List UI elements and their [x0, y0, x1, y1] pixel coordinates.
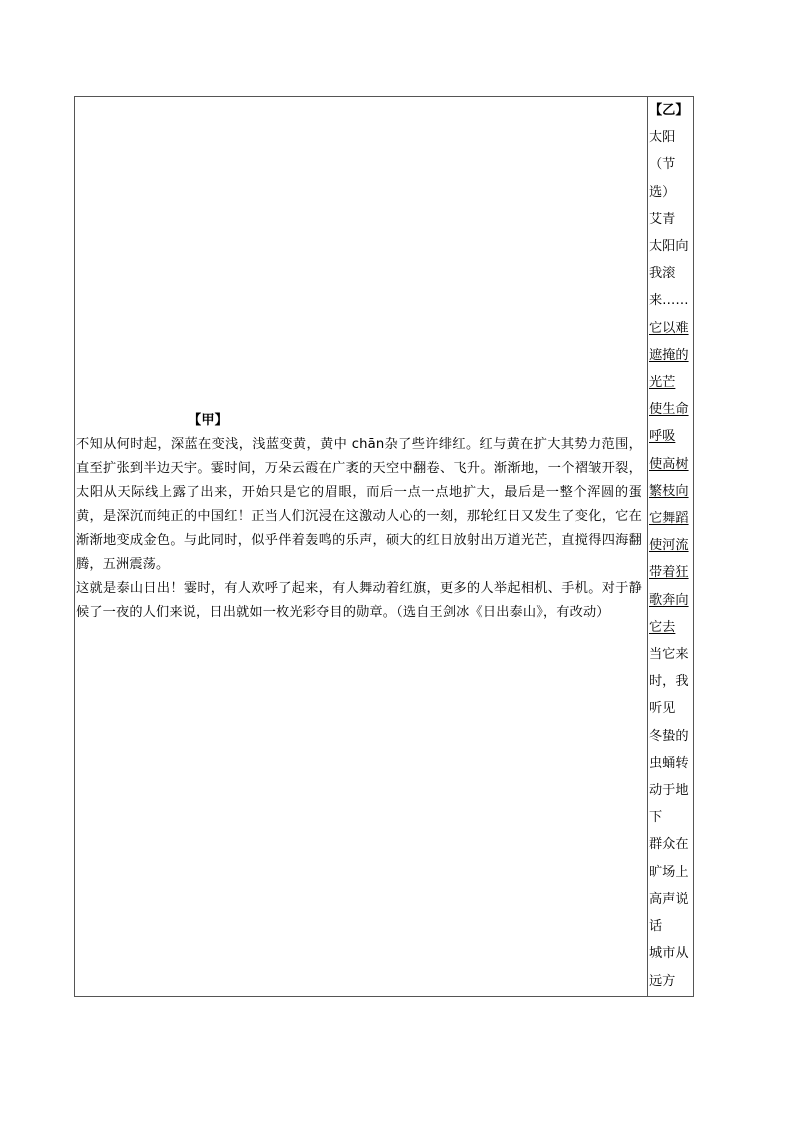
poem-line: 虫蛹转 [649, 755, 689, 771]
poem-line-underlined: 呼吸 [649, 429, 676, 445]
poem-line: 高声说 [649, 891, 689, 907]
passage-yi-heading: 【乙】 [649, 103, 689, 118]
poem-line-underlined: 遮掩的 [649, 347, 689, 363]
table-cell-right [648, 97, 693, 996]
poem-line: 选） [649, 184, 676, 200]
passage-jia [76, 409, 642, 625]
poem-line: 艾青 [649, 211, 676, 227]
poem-line: （节 [649, 157, 676, 173]
poem-line: 话 [649, 919, 663, 935]
poem-line: 下 [649, 810, 663, 826]
poem-line: 来…… [649, 293, 689, 309]
poem-line-underlined: 使生命 [649, 402, 689, 418]
passage-yi [649, 97, 693, 995]
poem-line: 听见 [649, 701, 676, 717]
poem-line: 动于地 [649, 783, 689, 799]
poem-line: 我滚 [649, 266, 676, 282]
poem-line-underlined: 它以难 [649, 320, 689, 336]
poem-line: 当它来 [649, 647, 689, 663]
poem-line-underlined: 光芒 [649, 375, 676, 391]
table-cell-left [75, 97, 648, 996]
passage-jia-paragraph-2: 这就是泰山日出！霎时，有人欢呼了起来，有人舞动着红旗，更多的人举起相机、手机。对于静候了一夜的人们来说，日出就如一枚光彩夺目的勋章。（选自王剑冰《日出泰山》，有改动） [76, 581, 642, 620]
poem-line: 太阳向 [649, 239, 689, 255]
poem-line-underlined: 繁枝向 [649, 483, 689, 499]
poem-line-underlined: 使高树 [649, 456, 689, 472]
poem-line: 群众在 [649, 837, 689, 853]
poem-line: 远方 [649, 973, 676, 989]
poem-line: 时，我 [649, 674, 689, 690]
passage-jia-heading: 【甲】 [188, 413, 229, 428]
poem-line: 城市从 [649, 946, 689, 962]
poem-line: 冬蛰的 [649, 728, 689, 744]
poem-line-underlined: 它去 [649, 619, 676, 635]
poem-line-underlined: 带着狂 [649, 565, 689, 581]
document-table [74, 96, 694, 997]
poem-line: 旷场上 [649, 864, 689, 880]
poem-line-underlined: 使河流 [649, 538, 689, 554]
poem-line-underlined: 它舞蹈 [649, 511, 689, 527]
poem-line-underlined: 歌奔向 [649, 592, 689, 608]
passage-jia-paragraph-1: 不知从何时起，深蓝在变浅，浅蓝变黄，黄中 chān杂了些许绯红。红与黄在扩大其势力范围，直至扩张到半边天宇。霎时间，万朵云霞在广袤的天空中翻卷、飞升。渐渐地，一个褶皱开裂，太阳从天际线上露了出来，开始只是它的眉眼，而后一点一点地扩大，最后是一整个浑圆的蛋黄，是深沉而纯正的中国红！正当人们沉浸在这激动人心的一刻，那轮红日又发生了变化，它在渐渐地变成金色。与此同时，似乎伴着轰鸣的乐声，硕大的红日放射出万道光芒，直搅得四海翻腾，五洲震荡。 [76, 437, 642, 572]
poem-line: 太阳 [649, 130, 676, 146]
